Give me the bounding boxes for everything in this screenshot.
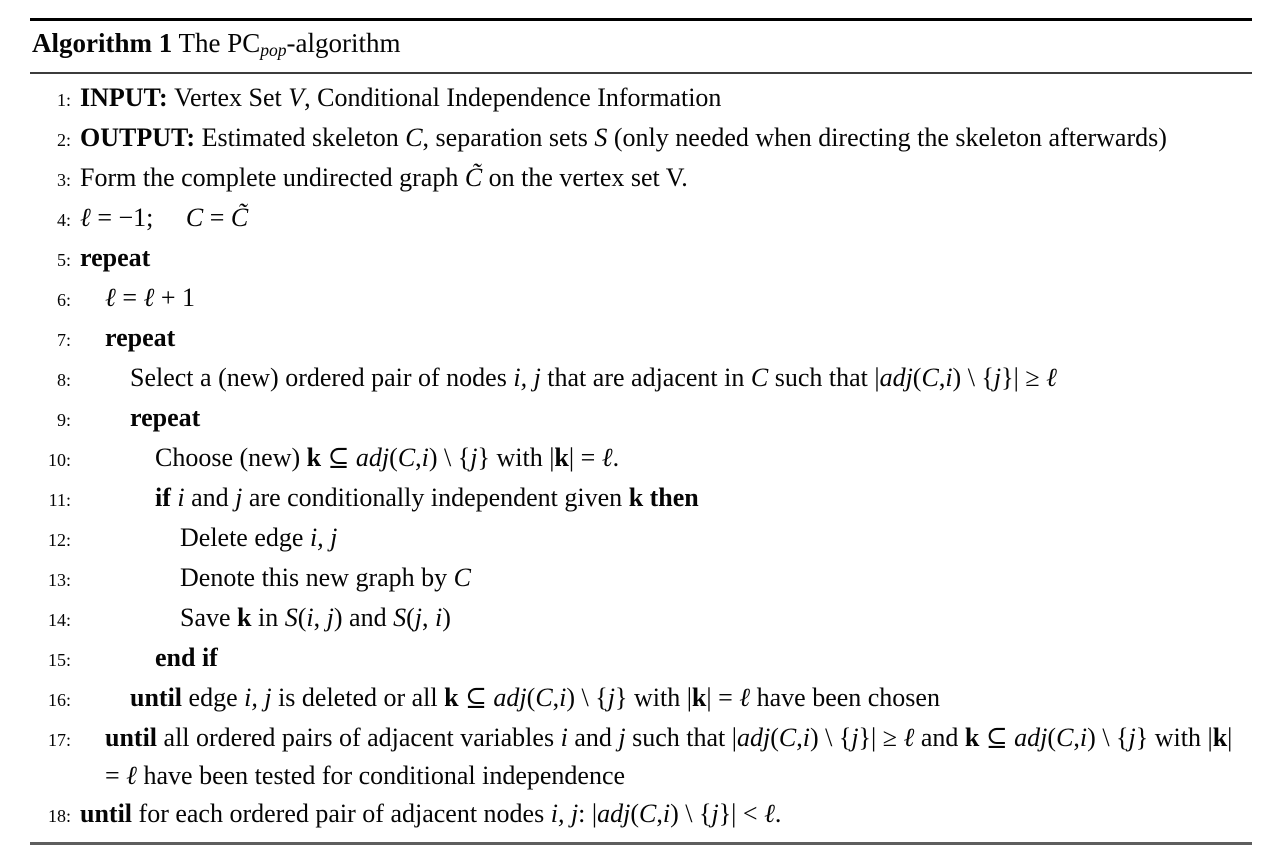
line-number: 12: (47, 529, 71, 550)
text-segment: in (251, 602, 285, 632)
text-segment: if (155, 482, 178, 512)
text-segment: , (938, 362, 946, 392)
line-number: 11: (48, 489, 71, 510)
text-segment: V (288, 82, 305, 112)
text-segment: j (993, 362, 1002, 392)
text-segment: k (554, 442, 569, 472)
line-number: 3: (56, 169, 71, 190)
line-content (80, 439, 1252, 477)
algorithm-line (30, 399, 1252, 439)
line-number: 1: (56, 89, 71, 110)
text-segment: } with | (615, 682, 692, 712)
text-segment: , (415, 442, 422, 472)
line-content (80, 119, 1252, 157)
text-segment: , (422, 602, 435, 632)
algorithm-line (30, 79, 1252, 119)
text-segment: pop (260, 39, 287, 60)
text-segment: ( (406, 602, 415, 632)
text-segment: i (177, 482, 185, 512)
text-segment: adj (597, 798, 631, 828)
algorithm-title (30, 21, 1252, 72)
line-number: 17: (47, 729, 71, 750)
algorithm-line (30, 359, 1252, 399)
text-segment: have been chosen (750, 682, 940, 712)
text-segment: ) and (333, 602, 394, 632)
text-segment: C (453, 562, 472, 592)
line-number: 2: (56, 129, 71, 150)
text-segment: i, j (309, 522, 338, 552)
algorithm-line (30, 119, 1252, 159)
text-segment: Denote this new graph by (180, 562, 454, 592)
text-segment: repeat (105, 322, 176, 352)
algorithm-line (30, 519, 1252, 559)
line-content (80, 559, 1252, 597)
text-segment: Delete edge (180, 522, 310, 552)
text-segment: i (802, 722, 810, 752)
text-segment: are conditionally independent given (242, 482, 629, 512)
text-segment: ℓ (143, 282, 155, 312)
text-segment: adj (493, 682, 527, 712)
text-segment: ℓ (601, 442, 613, 472)
algorithm-line (30, 679, 1252, 719)
text-segment: repeat (130, 402, 201, 432)
text-segment: C (1056, 722, 1074, 752)
text-segment: , (552, 682, 560, 712)
line-content (80, 399, 1252, 437)
text-segment: C̃ (464, 162, 483, 192)
text-segment: } with | (1135, 722, 1213, 752)
line-content (80, 599, 1252, 637)
text-segment: C (397, 442, 416, 472)
text-segment: edge (188, 682, 245, 712)
line-content (80, 319, 1252, 357)
bottom-rule (30, 842, 1252, 845)
text-segment: i, j (550, 798, 579, 828)
text-segment: + 1 (154, 282, 196, 312)
text-segment: i (945, 362, 953, 392)
text-segment: , separation sets (422, 122, 595, 152)
text-segment: | = (568, 442, 602, 472)
text-segment: ) \ { (566, 682, 608, 712)
text-segment: } with | (477, 442, 555, 472)
line-number: 13: (47, 569, 71, 590)
line-number: 16: (47, 689, 71, 710)
line-number: 5: (56, 249, 71, 270)
text-segment: i, j (244, 682, 272, 712)
text-segment: and (914, 722, 965, 752)
text-segment: k (1212, 722, 1228, 752)
text-segment: , Conditional Independence Information (304, 82, 722, 112)
algorithm-line (30, 319, 1252, 359)
line-content (80, 279, 1252, 317)
text-segment: . (774, 798, 782, 828)
text-segment: ( (912, 362, 922, 392)
line-content (80, 199, 1252, 237)
text-segment: , (796, 722, 803, 752)
algorithm-line (30, 599, 1252, 639)
text-segment: ( (1047, 722, 1057, 752)
line-number: 6: (56, 289, 71, 310)
text-segment: ℓ (1046, 362, 1057, 392)
text-segment: j (470, 442, 478, 472)
algorithm-line (30, 439, 1252, 479)
line-number: 10: (47, 449, 71, 470)
text-segment: until (130, 682, 189, 712)
text-segment: i (1079, 722, 1088, 752)
text-segment: j (414, 602, 422, 632)
text-segment: Estimated skeleton (201, 122, 406, 152)
text-segment: and (184, 482, 236, 512)
algorithm-line (30, 199, 1252, 239)
text-segment: }| ≥ (858, 722, 904, 752)
text-segment: ⊆ (979, 722, 1015, 752)
text-segment: | = (706, 682, 740, 712)
text-segment: j (607, 682, 615, 712)
text-segment: end if (155, 642, 218, 672)
text-segment: = (115, 282, 144, 312)
algorithm-line (30, 719, 1252, 795)
text-segment: Select a (new) ordered pair of nodes (130, 362, 514, 392)
text-segment: }| ≥ (1001, 362, 1047, 392)
text-segment: = −1; (90, 202, 186, 232)
text-segment: ℓ (80, 202, 91, 232)
line-number: 8: (56, 369, 71, 390)
text-segment: on the vertex set V. (482, 162, 688, 192)
algorithm-line (30, 639, 1252, 679)
text-segment: k (964, 722, 980, 752)
text-segment: such that | (768, 362, 880, 392)
algorithm-line (30, 239, 1252, 279)
line-number: 7: (56, 329, 71, 350)
algorithm-line (30, 279, 1252, 319)
text-segment: i (559, 682, 567, 712)
text-segment: | = (105, 722, 1233, 790)
text-segment: i (435, 602, 443, 632)
text-segment: Vertex Set (174, 82, 289, 112)
text-segment: , (313, 602, 327, 632)
text-segment: ℓ (126, 760, 138, 790)
text-segment: (only needed when directing the skeleton afterwards) (607, 122, 1167, 152)
text-segment: adj (736, 722, 771, 752)
text-segment: ℓ (764, 798, 775, 828)
line-number: 9: (56, 409, 71, 430)
text-segment: j (851, 722, 859, 752)
text-segment: ( (297, 602, 307, 632)
text-segment: j (326, 602, 334, 632)
text-segment: C̃ (230, 202, 249, 232)
line-number: 18: (47, 805, 71, 826)
text-segment: ) \ { (428, 442, 471, 472)
text-segment: Save (180, 602, 238, 632)
text-segment: }| < (718, 798, 765, 828)
text-segment: S (284, 602, 298, 632)
text-segment: Algorithm 1 (32, 28, 173, 58)
line-content (80, 639, 1252, 677)
text-segment: C (535, 682, 553, 712)
text-segment: , (1073, 722, 1080, 752)
text-segment: for each ordered pair of adjacent nodes (138, 798, 551, 828)
line-number: 14: (47, 609, 71, 630)
text-segment: S (594, 122, 608, 152)
text-segment: ( (389, 442, 398, 472)
algorithm-line (30, 159, 1252, 199)
text-segment: i (560, 722, 568, 752)
text-segment: ) (442, 602, 451, 632)
text-segment: i (421, 442, 429, 472)
text-segment: j (235, 482, 243, 512)
text-segment: ) \ { (809, 722, 852, 752)
line-content (80, 479, 1252, 517)
text-segment: k (691, 682, 707, 712)
line-content (80, 239, 1252, 277)
line-content (80, 679, 1252, 717)
text-segment: C (778, 722, 797, 752)
text-segment: repeat (80, 242, 151, 272)
algorithm-lines (30, 74, 1252, 842)
text-segment: ⊆ (458, 682, 494, 712)
line-content (80, 359, 1252, 397)
text-segment: have been tested for conditional independence (137, 760, 626, 790)
text-segment: until (105, 722, 164, 752)
text-segment: ( (770, 722, 779, 752)
text-segment: : | (578, 798, 598, 828)
text-segment: adj (355, 442, 390, 472)
text-segment: j (1128, 722, 1136, 752)
text-segment: all ordered pairs of adjacent variables (163, 722, 561, 752)
text-segment: ) \ { (952, 362, 994, 392)
line-content (80, 79, 1252, 117)
text-segment: ⊆ (321, 442, 356, 472)
text-segment: . (612, 442, 620, 472)
text-segment: = (203, 202, 231, 232)
text-segment: ( (630, 798, 640, 828)
algorithm-line (30, 479, 1252, 519)
text-segment: until (80, 798, 139, 828)
text-segment: i (662, 798, 671, 828)
algorithm-title-text (32, 28, 401, 58)
line-number: 15: (47, 649, 71, 670)
text-segment: The PC (172, 28, 261, 58)
text-segment: INPUT: (80, 82, 175, 112)
text-segment: k (306, 442, 322, 472)
text-segment: C (405, 122, 423, 152)
text-segment: k (444, 682, 459, 712)
algorithm-line (30, 559, 1252, 599)
text-segment: j (711, 798, 719, 828)
text-segment: i, j (513, 362, 541, 392)
text-segment: Choose (new) (155, 442, 307, 472)
text-segment: C (921, 362, 939, 392)
text-segment: -algorithm (286, 28, 401, 58)
text-segment: C (185, 202, 204, 232)
text-segment: adj (879, 362, 913, 392)
algorithm-float (30, 18, 1252, 845)
text-segment: is deleted or all (271, 682, 445, 712)
algorithm-line (30, 795, 1252, 835)
text-segment: k then (628, 482, 699, 512)
text-segment: ℓ (903, 722, 915, 752)
line-content (80, 719, 1252, 795)
text-segment: S (393, 602, 407, 632)
text-segment: and (567, 722, 619, 752)
text-segment: ) \ { (1087, 722, 1129, 752)
text-segment: that are adjacent in (540, 362, 751, 392)
text-segment: OUTPUT: (80, 122, 202, 152)
text-segment: such that | (625, 722, 737, 752)
text-segment: ℓ (739, 682, 751, 712)
text-segment: Form the complete undirected graph (80, 162, 465, 192)
text-segment: C (750, 362, 769, 392)
text-segment: ℓ (105, 282, 116, 312)
line-number: 4: (56, 209, 71, 230)
text-segment: k (237, 602, 252, 632)
text-segment: i (306, 602, 314, 632)
line-content (80, 159, 1252, 197)
text-segment: adj (1014, 722, 1048, 752)
line-content (80, 795, 1252, 833)
text-segment: , (656, 798, 663, 828)
text-segment: C (639, 798, 657, 828)
line-content (80, 519, 1252, 557)
text-segment: j (618, 722, 626, 752)
text-segment: ( (526, 682, 536, 712)
text-segment: ) \ { (670, 798, 712, 828)
